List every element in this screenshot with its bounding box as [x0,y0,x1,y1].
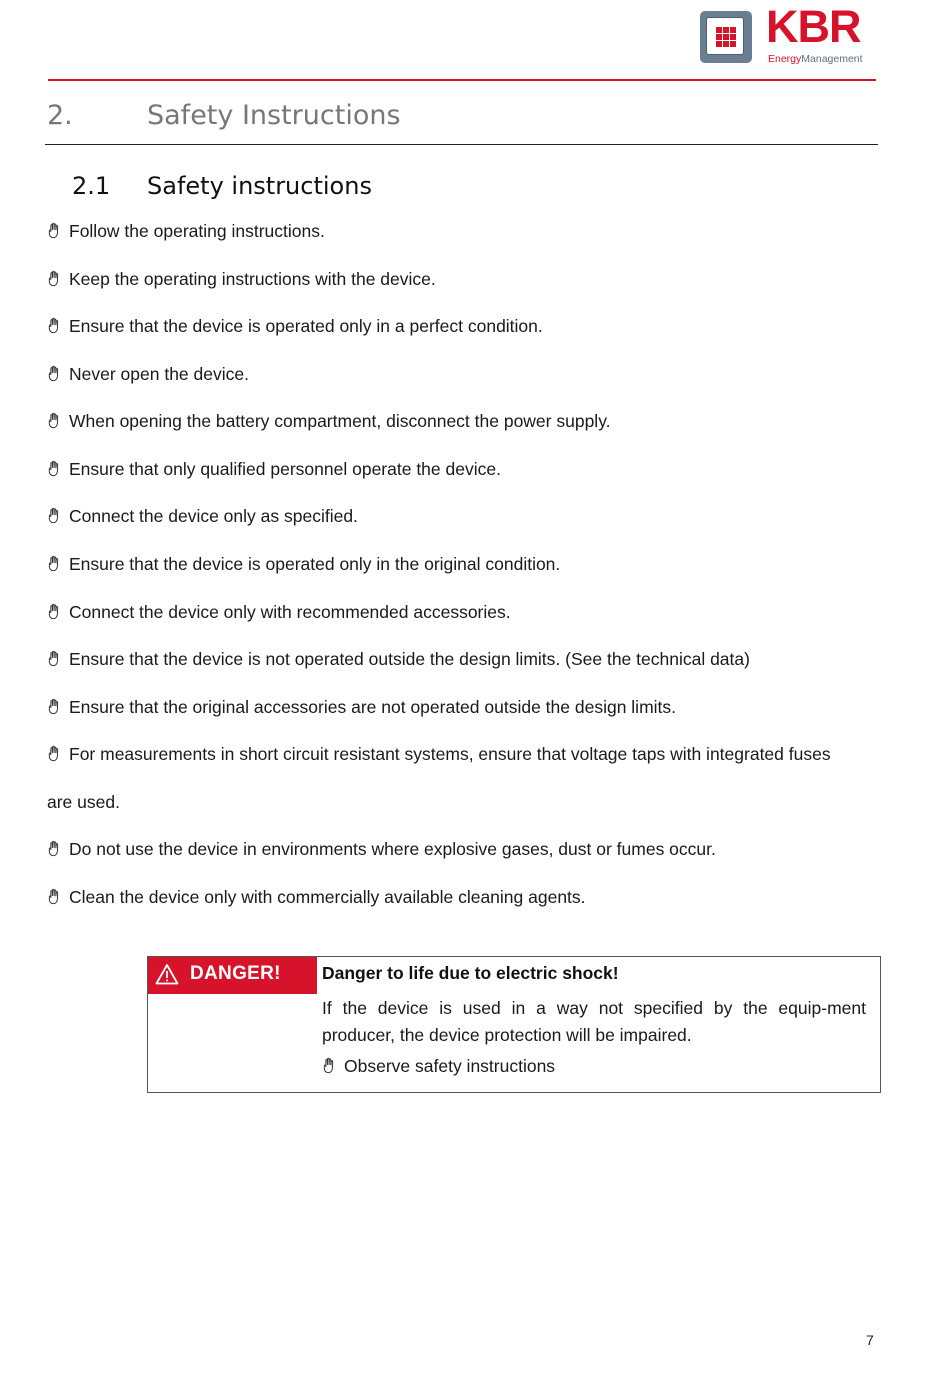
danger-box [147,956,881,1093]
instruction-item [47,648,750,670]
instruction-text: Never open the device. [69,364,249,384]
instruction-text: Ensure that the original accessories are not operated outside the design limits. [69,697,677,717]
hand-icon [47,840,64,857]
instruction-item [47,505,358,527]
instruction-item [47,743,831,765]
instruction-text: Ensure that the device is not operated outside the design limits. (See the technical data) [69,649,750,669]
danger-label-text: DANGER! [190,963,281,984]
instruction-item [47,838,716,860]
hand-icon [47,460,64,477]
instruction-item [47,220,325,242]
instruction-text: When opening the battery compartment, disconnect the power supply. [69,411,611,431]
hand-icon [322,1057,339,1074]
chapter-title: Safety Instructions [147,100,401,131]
instruction-text: Keep the operating instructions with the device. [69,269,436,289]
instruction-item [47,268,436,290]
kbr-logo [700,1,876,66]
logo-tagline-first: Energy [768,53,802,65]
hand-icon [47,507,64,524]
instruction-item [47,886,586,908]
instruction-text: are used. [47,792,120,812]
instruction-text: Follow the operating instructions. [69,221,325,241]
section-title: Safety instructions [147,172,372,200]
header-rule [48,79,876,81]
instruction-item [47,696,676,718]
hand-icon [47,365,64,382]
warning-triangle-icon [155,963,179,985]
instruction-text: Connect the device only with recommended accessories. [69,602,511,622]
chapter-rule [45,144,878,145]
instruction-text: Ensure that the device is operated only in a perfect condition. [69,316,543,336]
danger-body: If the device is used in a way not specified by the equip-ment producer, the device protection will be impaired. [322,998,866,1045]
hand-icon [47,888,64,905]
hand-icon [47,270,64,287]
logo-mark-icon [700,11,752,63]
danger-heading: Danger to life due to electric shock! [322,963,619,983]
danger-label [148,957,317,994]
hand-icon [47,222,64,239]
hand-icon [47,745,64,762]
hand-icon [47,698,64,715]
hand-icon [47,603,64,620]
instruction-item [47,410,611,432]
logo-tagline [768,53,863,65]
logo-tagline-second: Management [801,53,863,65]
danger-action [322,1056,555,1077]
instruction-text: Do not use the device in environments where explosive gases, dust or fumes occur. [69,839,716,859]
hand-icon [47,412,64,429]
hand-icon [47,555,64,572]
instruction-text: Clean the device only with commercially available cleaning agents. [69,887,586,907]
instruction-item [47,458,501,480]
hand-icon [47,650,64,667]
instruction-continuation [47,791,120,813]
instruction-text: For measurements in short circuit resistant systems, ensure that voltage taps with integrated fuses [69,744,831,764]
section-number: 2.1 [72,172,111,200]
page-number: 7 [866,1332,874,1348]
chapter-number: 2. [47,100,73,131]
logo-brand: KBR [766,1,861,52]
instruction-item [47,363,249,385]
instruction-text: Connect the device only as specified. [69,506,358,526]
instruction-item [47,553,560,575]
danger-action-text: Observe safety instructions [344,1056,556,1076]
instruction-text: Ensure that the device is operated only in the original condition. [69,554,561,574]
instruction-item [47,601,511,623]
instruction-item [47,315,543,337]
instruction-text: Ensure that only qualified personnel operate the device. [69,459,501,479]
hand-icon [47,317,64,334]
